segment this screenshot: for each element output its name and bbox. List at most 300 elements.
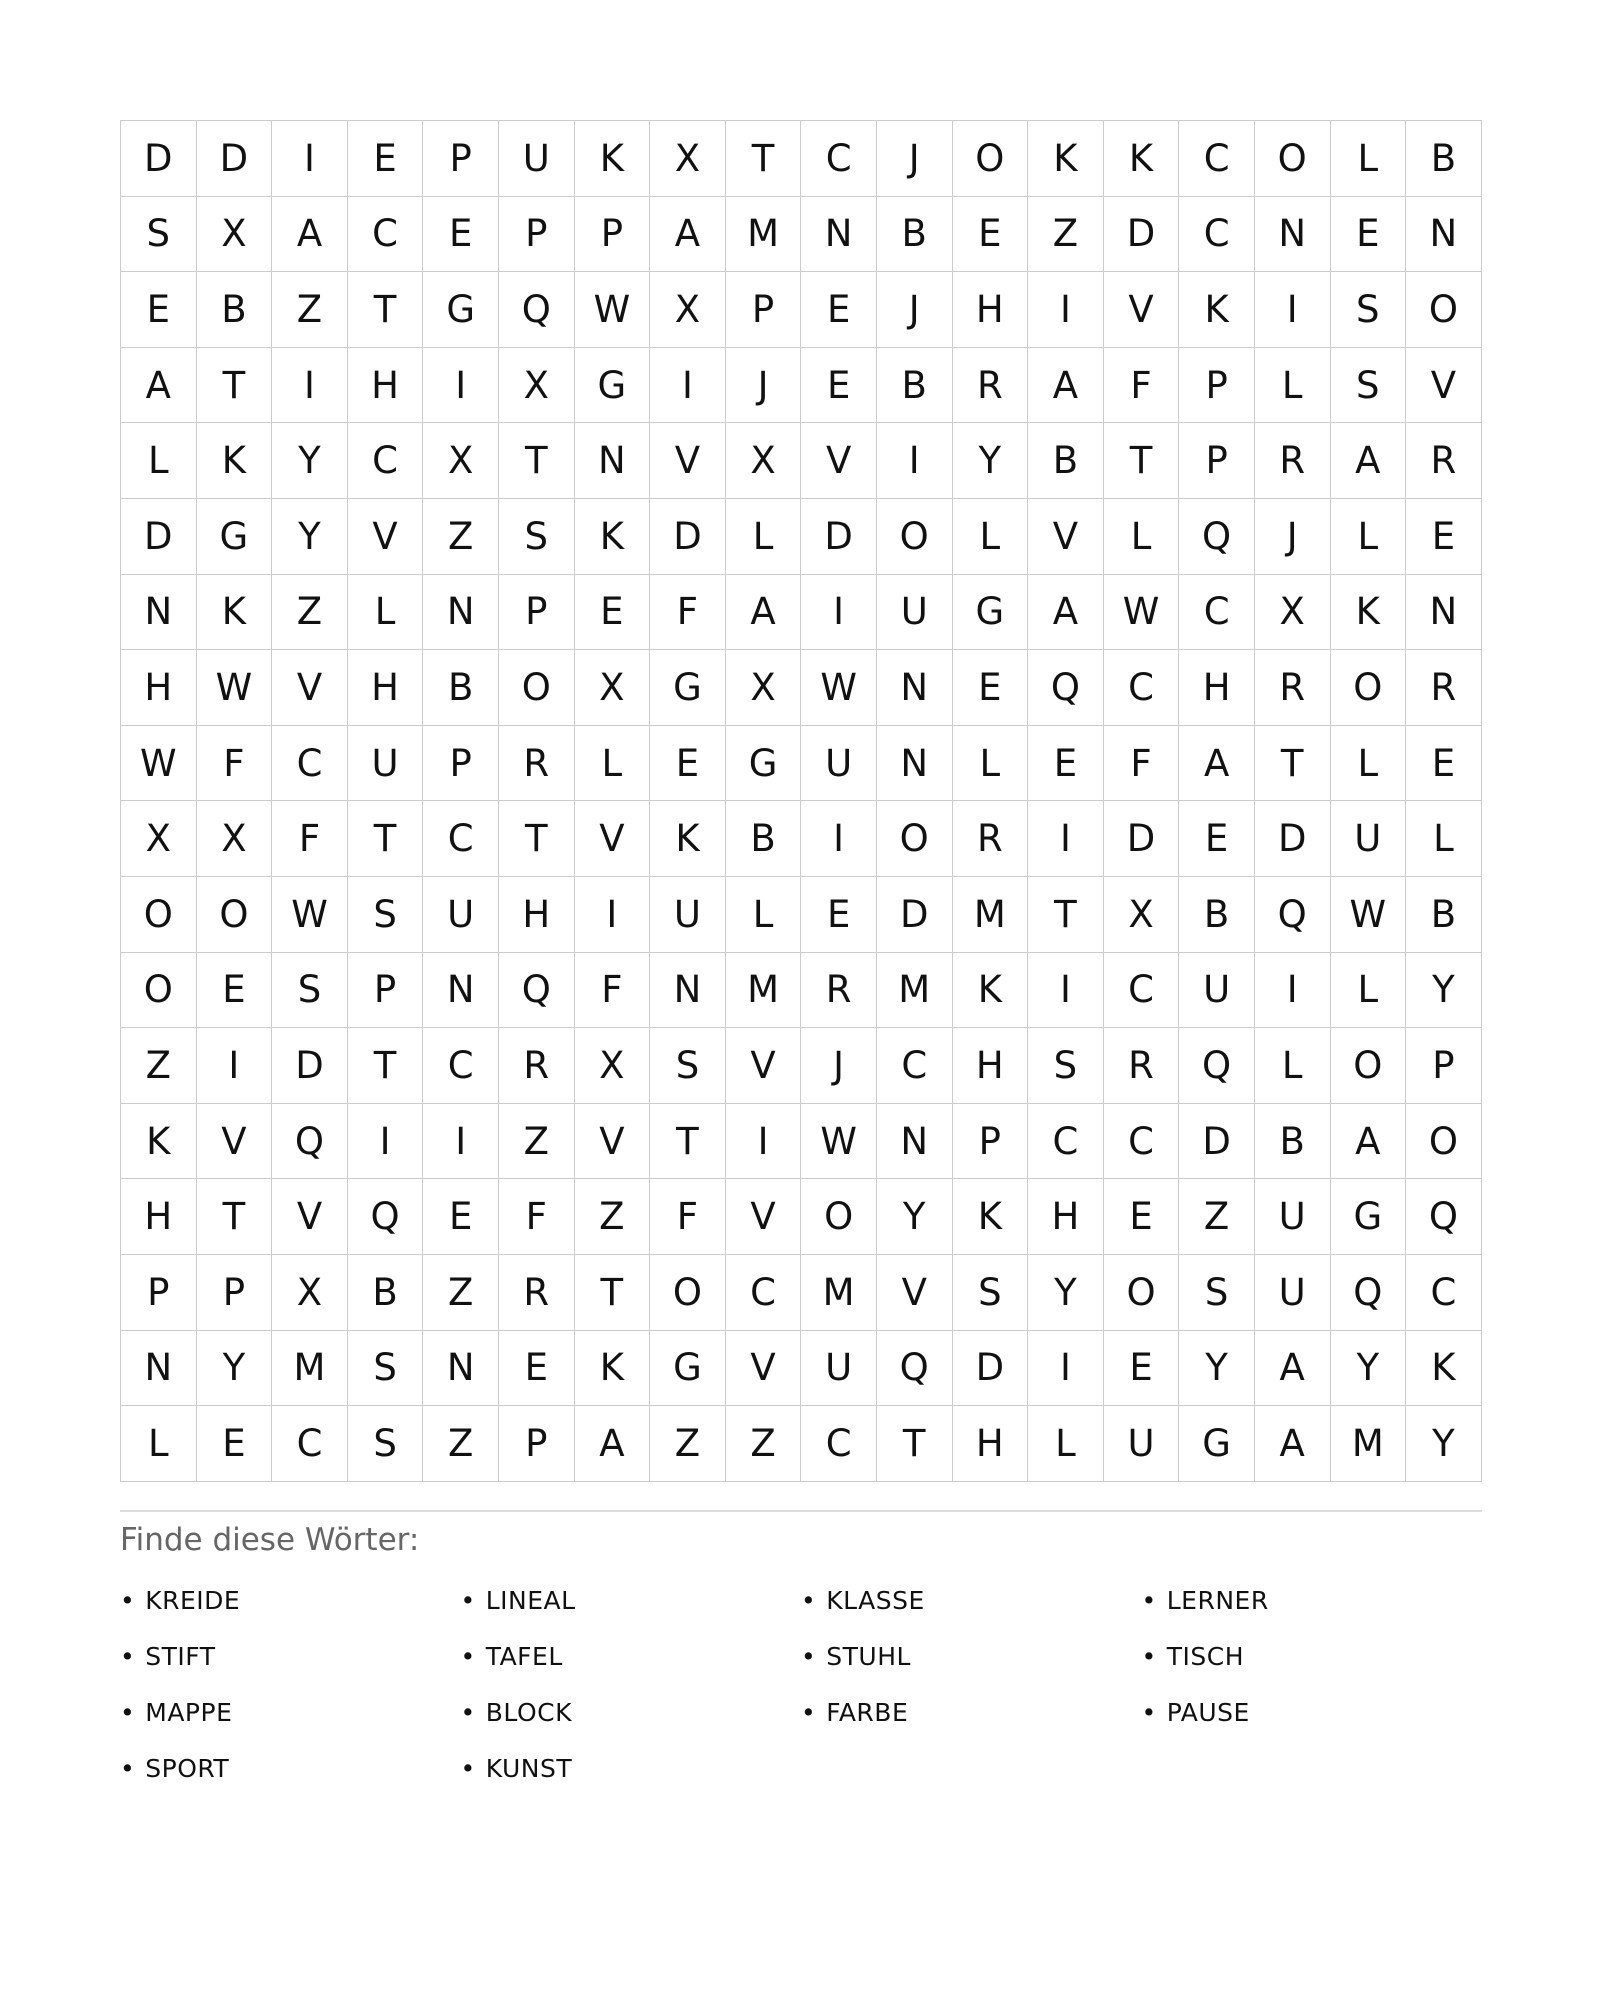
grid-cell[interactable]: L	[1331, 953, 1407, 1029]
grid-cell[interactable]: C	[1406, 1255, 1482, 1331]
grid-cell[interactable]: T	[197, 1179, 273, 1255]
grid-cell[interactable]: I	[1255, 953, 1331, 1029]
grid-cell[interactable]: P	[348, 953, 424, 1029]
grid-cell[interactable]: R	[499, 726, 575, 802]
grid-cell[interactable]: P	[499, 575, 575, 651]
grid-cell[interactable]: P	[121, 1255, 197, 1331]
grid-cell[interactable]: S	[348, 1331, 424, 1407]
grid-cell[interactable]: Z	[423, 1406, 499, 1482]
grid-cell[interactable]: T	[499, 423, 575, 499]
grid-cell[interactable]: Y	[272, 499, 348, 575]
grid-cell[interactable]: X	[499, 348, 575, 424]
grid-cell[interactable]: X	[726, 423, 802, 499]
grid-cell[interactable]: U	[1255, 1255, 1331, 1331]
grid-cell[interactable]: Q	[1255, 877, 1331, 953]
grid-cell[interactable]: W	[197, 650, 273, 726]
grid-cell[interactable]: I	[272, 121, 348, 197]
grid-cell[interactable]: C	[801, 121, 877, 197]
grid-cell[interactable]: A	[272, 197, 348, 273]
grid-cell[interactable]: C	[1028, 1104, 1104, 1180]
grid-cell[interactable]: D	[1104, 197, 1180, 273]
grid-cell[interactable]: O	[953, 121, 1029, 197]
grid-cell[interactable]: U	[1104, 1406, 1180, 1482]
grid-cell[interactable]: M	[877, 953, 953, 1029]
grid-cell[interactable]: X	[650, 121, 726, 197]
grid-cell[interactable]: T	[575, 1255, 651, 1331]
grid-cell[interactable]: Y	[1331, 1331, 1407, 1407]
grid-cell[interactable]: G	[1331, 1179, 1407, 1255]
grid-cell[interactable]: L	[1406, 801, 1482, 877]
grid-cell[interactable]: O	[1331, 650, 1407, 726]
grid-cell[interactable]: I	[575, 877, 651, 953]
grid-cell[interactable]: I	[197, 1028, 273, 1104]
grid-cell[interactable]: A	[121, 348, 197, 424]
grid-cell[interactable]: C	[348, 197, 424, 273]
grid-cell[interactable]: U	[801, 1331, 877, 1407]
grid-cell[interactable]: O	[1104, 1255, 1180, 1331]
grid-cell[interactable]: H	[121, 1179, 197, 1255]
grid-cell[interactable]: X	[575, 650, 651, 726]
grid-cell[interactable]: N	[423, 1331, 499, 1407]
grid-cell[interactable]: C	[423, 1028, 499, 1104]
grid-cell[interactable]: A	[1255, 1406, 1331, 1482]
grid-cell[interactable]: L	[121, 423, 197, 499]
grid-cell[interactable]: S	[1028, 1028, 1104, 1104]
grid-cell[interactable]: S	[348, 877, 424, 953]
grid-cell[interactable]: I	[1255, 272, 1331, 348]
grid-cell[interactable]: F	[1104, 726, 1180, 802]
grid-cell[interactable]: Z	[726, 1406, 802, 1482]
grid-cell[interactable]: P	[1406, 1028, 1482, 1104]
grid-cell[interactable]: P	[726, 272, 802, 348]
grid-cell[interactable]: U	[1179, 953, 1255, 1029]
grid-cell[interactable]: I	[650, 348, 726, 424]
grid-cell[interactable]: R	[1255, 423, 1331, 499]
grid-cell[interactable]: E	[1104, 1179, 1180, 1255]
grid-cell[interactable]: V	[348, 499, 424, 575]
grid-cell[interactable]: R	[499, 1028, 575, 1104]
grid-cell[interactable]: F	[575, 953, 651, 1029]
grid-cell[interactable]: L	[575, 726, 651, 802]
grid-cell[interactable]: C	[1179, 197, 1255, 273]
grid-cell[interactable]: F	[1104, 348, 1180, 424]
grid-cell[interactable]: C	[1179, 575, 1255, 651]
grid-cell[interactable]: V	[1028, 499, 1104, 575]
grid-cell[interactable]: A	[726, 575, 802, 651]
grid-cell[interactable]: O	[197, 877, 273, 953]
grid-cell[interactable]: B	[726, 801, 802, 877]
grid-cell[interactable]: D	[272, 1028, 348, 1104]
grid-cell[interactable]: E	[197, 953, 273, 1029]
grid-cell[interactable]: H	[953, 272, 1029, 348]
grid-cell[interactable]: V	[575, 1104, 651, 1180]
grid-cell[interactable]: E	[348, 121, 424, 197]
grid-cell[interactable]: U	[499, 121, 575, 197]
grid-cell[interactable]: N	[877, 650, 953, 726]
grid-cell[interactable]: G	[953, 575, 1029, 651]
grid-cell[interactable]: V	[575, 801, 651, 877]
grid-cell[interactable]: J	[877, 272, 953, 348]
grid-cell[interactable]: S	[1179, 1255, 1255, 1331]
grid-cell[interactable]: C	[423, 801, 499, 877]
grid-cell[interactable]: V	[272, 650, 348, 726]
grid-cell[interactable]: O	[1331, 1028, 1407, 1104]
grid-cell[interactable]: B	[1255, 1104, 1331, 1180]
grid-cell[interactable]: I	[423, 1104, 499, 1180]
grid-cell[interactable]: S	[953, 1255, 1029, 1331]
grid-cell[interactable]: Q	[272, 1104, 348, 1180]
grid-cell[interactable]: S	[348, 1406, 424, 1482]
grid-cell[interactable]: S	[499, 499, 575, 575]
grid-cell[interactable]: K	[953, 1179, 1029, 1255]
grid-cell[interactable]: Y	[953, 423, 1029, 499]
grid-cell[interactable]: V	[1406, 348, 1482, 424]
grid-cell[interactable]: P	[1179, 423, 1255, 499]
grid-cell[interactable]: N	[423, 953, 499, 1029]
grid-cell[interactable]: R	[1104, 1028, 1180, 1104]
grid-cell[interactable]: M	[726, 953, 802, 1029]
grid-cell[interactable]: H	[1028, 1179, 1104, 1255]
grid-cell[interactable]: I	[877, 423, 953, 499]
grid-cell[interactable]: P	[499, 1406, 575, 1482]
grid-cell[interactable]: C	[801, 1406, 877, 1482]
grid-cell[interactable]: A	[1179, 726, 1255, 802]
grid-cell[interactable]: X	[121, 801, 197, 877]
grid-cell[interactable]: H	[953, 1028, 1029, 1104]
grid-cell[interactable]: X	[726, 650, 802, 726]
grid-cell[interactable]: E	[423, 1179, 499, 1255]
grid-cell[interactable]: X	[197, 197, 273, 273]
grid-cell[interactable]: M	[726, 197, 802, 273]
grid-cell[interactable]: N	[1406, 575, 1482, 651]
grid-cell[interactable]: F	[272, 801, 348, 877]
grid-cell[interactable]: S	[121, 197, 197, 273]
grid-cell[interactable]: O	[1406, 272, 1482, 348]
grid-cell[interactable]: X	[272, 1255, 348, 1331]
grid-cell[interactable]: E	[1406, 499, 1482, 575]
grid-cell[interactable]: B	[423, 650, 499, 726]
grid-cell[interactable]: E	[499, 1331, 575, 1407]
grid-cell[interactable]: E	[197, 1406, 273, 1482]
grid-cell[interactable]: F	[650, 575, 726, 651]
grid-cell[interactable]: U	[423, 877, 499, 953]
grid-cell[interactable]: H	[1179, 650, 1255, 726]
grid-cell[interactable]: Q	[1406, 1179, 1482, 1255]
grid-cell[interactable]: L	[1255, 348, 1331, 424]
grid-cell[interactable]: G	[423, 272, 499, 348]
grid-cell[interactable]: Z	[423, 499, 499, 575]
grid-cell[interactable]: Y	[272, 423, 348, 499]
grid-cell[interactable]: X	[1104, 877, 1180, 953]
grid-cell[interactable]: Q	[499, 953, 575, 1029]
grid-cell[interactable]: I	[726, 1104, 802, 1180]
grid-cell[interactable]: T	[348, 801, 424, 877]
grid-cell[interactable]: S	[1331, 272, 1407, 348]
grid-cell[interactable]: L	[348, 575, 424, 651]
grid-cell[interactable]: C	[348, 423, 424, 499]
grid-cell[interactable]: V	[1104, 272, 1180, 348]
grid-cell[interactable]: V	[197, 1104, 273, 1180]
grid-cell[interactable]: Z	[575, 1179, 651, 1255]
grid-cell[interactable]: G	[650, 650, 726, 726]
grid-cell[interactable]: K	[1331, 575, 1407, 651]
grid-cell[interactable]: Q	[499, 272, 575, 348]
grid-cell[interactable]: E	[423, 197, 499, 273]
grid-cell[interactable]: R	[499, 1255, 575, 1331]
grid-cell[interactable]: P	[423, 121, 499, 197]
grid-cell[interactable]: T	[877, 1406, 953, 1482]
grid-cell[interactable]: I	[801, 575, 877, 651]
grid-cell[interactable]: Z	[121, 1028, 197, 1104]
grid-cell[interactable]: Y	[1179, 1331, 1255, 1407]
grid-cell[interactable]: Y	[877, 1179, 953, 1255]
grid-cell[interactable]: Z	[272, 575, 348, 651]
grid-cell[interactable]: Y	[1406, 1406, 1482, 1482]
grid-cell[interactable]: D	[801, 499, 877, 575]
grid-cell[interactable]: V	[877, 1255, 953, 1331]
grid-cell[interactable]: X	[1255, 575, 1331, 651]
grid-cell[interactable]: C	[1104, 1104, 1180, 1180]
grid-cell[interactable]: L	[726, 499, 802, 575]
grid-cell[interactable]: T	[726, 121, 802, 197]
grid-cell[interactable]: G	[1179, 1406, 1255, 1482]
grid-cell[interactable]: Q	[1179, 499, 1255, 575]
grid-cell[interactable]: N	[121, 1331, 197, 1407]
grid-cell[interactable]: L	[1104, 499, 1180, 575]
grid-cell[interactable]: E	[801, 272, 877, 348]
grid-cell[interactable]: C	[1104, 953, 1180, 1029]
grid-cell[interactable]: P	[423, 726, 499, 802]
grid-cell[interactable]: F	[499, 1179, 575, 1255]
grid-cell[interactable]: N	[801, 197, 877, 273]
grid-cell[interactable]: E	[575, 575, 651, 651]
grid-cell[interactable]: C	[1179, 121, 1255, 197]
grid-cell[interactable]: V	[726, 1028, 802, 1104]
grid-cell[interactable]: R	[953, 348, 1029, 424]
grid-cell[interactable]: Y	[1406, 953, 1482, 1029]
grid-cell[interactable]: G	[650, 1331, 726, 1407]
grid-cell[interactable]: U	[348, 726, 424, 802]
grid-cell[interactable]: E	[1028, 726, 1104, 802]
grid-cell[interactable]: L	[1331, 121, 1407, 197]
grid-cell[interactable]: U	[1255, 1179, 1331, 1255]
grid-cell[interactable]: D	[1179, 1104, 1255, 1180]
grid-cell[interactable]: O	[499, 650, 575, 726]
grid-cell[interactable]: H	[348, 650, 424, 726]
grid-cell[interactable]: I	[272, 348, 348, 424]
grid-cell[interactable]: N	[1406, 197, 1482, 273]
grid-cell[interactable]: E	[1331, 197, 1407, 273]
grid-cell[interactable]: Q	[1028, 650, 1104, 726]
grid-cell[interactable]: B	[1406, 877, 1482, 953]
grid-cell[interactable]: L	[121, 1406, 197, 1482]
grid-cell[interactable]: D	[121, 499, 197, 575]
grid-cell[interactable]: L	[1331, 726, 1407, 802]
grid-cell[interactable]: N	[423, 575, 499, 651]
grid-cell[interactable]: O	[121, 877, 197, 953]
grid-cell[interactable]: X	[650, 272, 726, 348]
grid-cell[interactable]: D	[1104, 801, 1180, 877]
grid-cell[interactable]: C	[272, 726, 348, 802]
grid-cell[interactable]: N	[121, 575, 197, 651]
grid-cell[interactable]: K	[1028, 121, 1104, 197]
grid-cell[interactable]: S	[1331, 348, 1407, 424]
grid-cell[interactable]: I	[348, 1104, 424, 1180]
grid-cell[interactable]: O	[1255, 121, 1331, 197]
grid-cell[interactable]: K	[575, 1331, 651, 1407]
grid-cell[interactable]: A	[1255, 1331, 1331, 1407]
grid-cell[interactable]: W	[272, 877, 348, 953]
grid-cell[interactable]: I	[1028, 953, 1104, 1029]
grid-cell[interactable]: U	[650, 877, 726, 953]
grid-cell[interactable]: W	[1331, 877, 1407, 953]
grid-cell[interactable]: J	[726, 348, 802, 424]
grid-cell[interactable]: T	[499, 801, 575, 877]
grid-cell[interactable]: N	[575, 423, 651, 499]
grid-cell[interactable]: Z	[272, 272, 348, 348]
grid-cell[interactable]: L	[1255, 1028, 1331, 1104]
grid-cell[interactable]: O	[877, 499, 953, 575]
grid-cell[interactable]: O	[1406, 1104, 1482, 1180]
grid-cell[interactable]: E	[953, 650, 1029, 726]
grid-cell[interactable]: E	[1179, 801, 1255, 877]
grid-cell[interactable]: O	[877, 801, 953, 877]
grid-cell[interactable]: I	[801, 801, 877, 877]
grid-cell[interactable]: T	[348, 272, 424, 348]
grid-cell[interactable]: I	[1028, 272, 1104, 348]
grid-cell[interactable]: N	[1255, 197, 1331, 273]
grid-cell[interactable]: E	[953, 197, 1029, 273]
grid-cell[interactable]: E	[1104, 1331, 1180, 1407]
grid-cell[interactable]: Z	[499, 1104, 575, 1180]
grid-cell[interactable]: B	[877, 348, 953, 424]
grid-cell[interactable]: E	[121, 272, 197, 348]
grid-cell[interactable]: T	[348, 1028, 424, 1104]
grid-cell[interactable]: V	[272, 1179, 348, 1255]
grid-cell[interactable]: M	[953, 877, 1029, 953]
grid-cell[interactable]: C	[877, 1028, 953, 1104]
grid-cell[interactable]: P	[1179, 348, 1255, 424]
grid-cell[interactable]: U	[1331, 801, 1407, 877]
grid-cell[interactable]: R	[1406, 650, 1482, 726]
grid-cell[interactable]: O	[801, 1179, 877, 1255]
grid-cell[interactable]: I	[423, 348, 499, 424]
grid-cell[interactable]: D	[197, 121, 273, 197]
grid-cell[interactable]: X	[197, 801, 273, 877]
grid-cell[interactable]: A	[1028, 348, 1104, 424]
grid-cell[interactable]: U	[877, 575, 953, 651]
grid-cell[interactable]: T	[197, 348, 273, 424]
grid-cell[interactable]: Q	[877, 1331, 953, 1407]
grid-cell[interactable]: C	[726, 1255, 802, 1331]
grid-cell[interactable]: B	[197, 272, 273, 348]
grid-cell[interactable]: Z	[1179, 1179, 1255, 1255]
grid-cell[interactable]: M	[1331, 1406, 1407, 1482]
grid-cell[interactable]: P	[499, 197, 575, 273]
grid-cell[interactable]: J	[801, 1028, 877, 1104]
grid-cell[interactable]: V	[726, 1331, 802, 1407]
grid-cell[interactable]: W	[801, 1104, 877, 1180]
grid-cell[interactable]: H	[121, 650, 197, 726]
grid-cell[interactable]: J	[877, 121, 953, 197]
grid-cell[interactable]: L	[1028, 1406, 1104, 1482]
grid-cell[interactable]: B	[1179, 877, 1255, 953]
grid-cell[interactable]: D	[121, 121, 197, 197]
grid-cell[interactable]: T	[650, 1104, 726, 1180]
grid-cell[interactable]: M	[801, 1255, 877, 1331]
grid-cell[interactable]: C	[272, 1406, 348, 1482]
grid-cell[interactable]: L	[953, 499, 1029, 575]
grid-cell[interactable]: E	[650, 726, 726, 802]
grid-cell[interactable]: H	[348, 348, 424, 424]
grid-cell[interactable]: C	[1104, 650, 1180, 726]
grid-cell[interactable]: V	[650, 423, 726, 499]
grid-cell[interactable]: K	[575, 121, 651, 197]
grid-cell[interactable]: H	[953, 1406, 1029, 1482]
grid-cell[interactable]: J	[1255, 499, 1331, 575]
grid-cell[interactable]: N	[877, 1104, 953, 1180]
grid-cell[interactable]: L	[1331, 499, 1407, 575]
grid-cell[interactable]: B	[348, 1255, 424, 1331]
grid-cell[interactable]: Z	[423, 1255, 499, 1331]
grid-cell[interactable]: D	[650, 499, 726, 575]
grid-cell[interactable]: K	[953, 953, 1029, 1029]
grid-cell[interactable]: P	[197, 1255, 273, 1331]
grid-cell[interactable]: B	[877, 197, 953, 273]
grid-cell[interactable]: T	[1028, 877, 1104, 953]
grid-cell[interactable]: W	[121, 726, 197, 802]
grid-cell[interactable]: G	[575, 348, 651, 424]
grid-cell[interactable]: D	[1255, 801, 1331, 877]
grid-cell[interactable]: N	[877, 726, 953, 802]
grid-cell[interactable]: N	[650, 953, 726, 1029]
grid-cell[interactable]: L	[726, 877, 802, 953]
grid-cell[interactable]: I	[1028, 1331, 1104, 1407]
grid-cell[interactable]: I	[1028, 801, 1104, 877]
grid-cell[interactable]: B	[1028, 423, 1104, 499]
grid-cell[interactable]: K	[197, 575, 273, 651]
grid-cell[interactable]: K	[121, 1104, 197, 1180]
grid-cell[interactable]: K	[575, 499, 651, 575]
grid-cell[interactable]: K	[1179, 272, 1255, 348]
grid-cell[interactable]: X	[423, 423, 499, 499]
grid-cell[interactable]: A	[1331, 1104, 1407, 1180]
grid-cell[interactable]: W	[1104, 575, 1180, 651]
grid-cell[interactable]: Q	[348, 1179, 424, 1255]
grid-cell[interactable]: K	[1104, 121, 1180, 197]
grid-cell[interactable]: V	[726, 1179, 802, 1255]
grid-cell[interactable]: R	[1255, 650, 1331, 726]
grid-cell[interactable]: E	[1406, 726, 1482, 802]
grid-cell[interactable]: S	[272, 953, 348, 1029]
grid-cell[interactable]: F	[197, 726, 273, 802]
grid-cell[interactable]: G	[197, 499, 273, 575]
grid-cell[interactable]: Z	[1028, 197, 1104, 273]
grid-cell[interactable]: W	[801, 650, 877, 726]
grid-cell[interactable]: A	[575, 1406, 651, 1482]
grid-cell[interactable]: R	[1406, 423, 1482, 499]
grid-cell[interactable]: K	[650, 801, 726, 877]
grid-cell[interactable]: P	[575, 197, 651, 273]
grid-cell[interactable]: W	[575, 272, 651, 348]
grid-cell[interactable]: D	[877, 877, 953, 953]
grid-cell[interactable]: G	[726, 726, 802, 802]
grid-cell[interactable]: S	[650, 1028, 726, 1104]
grid-cell[interactable]: D	[953, 1331, 1029, 1407]
grid-cell[interactable]: R	[953, 801, 1029, 877]
grid-cell[interactable]: K	[197, 423, 273, 499]
grid-cell[interactable]: F	[650, 1179, 726, 1255]
